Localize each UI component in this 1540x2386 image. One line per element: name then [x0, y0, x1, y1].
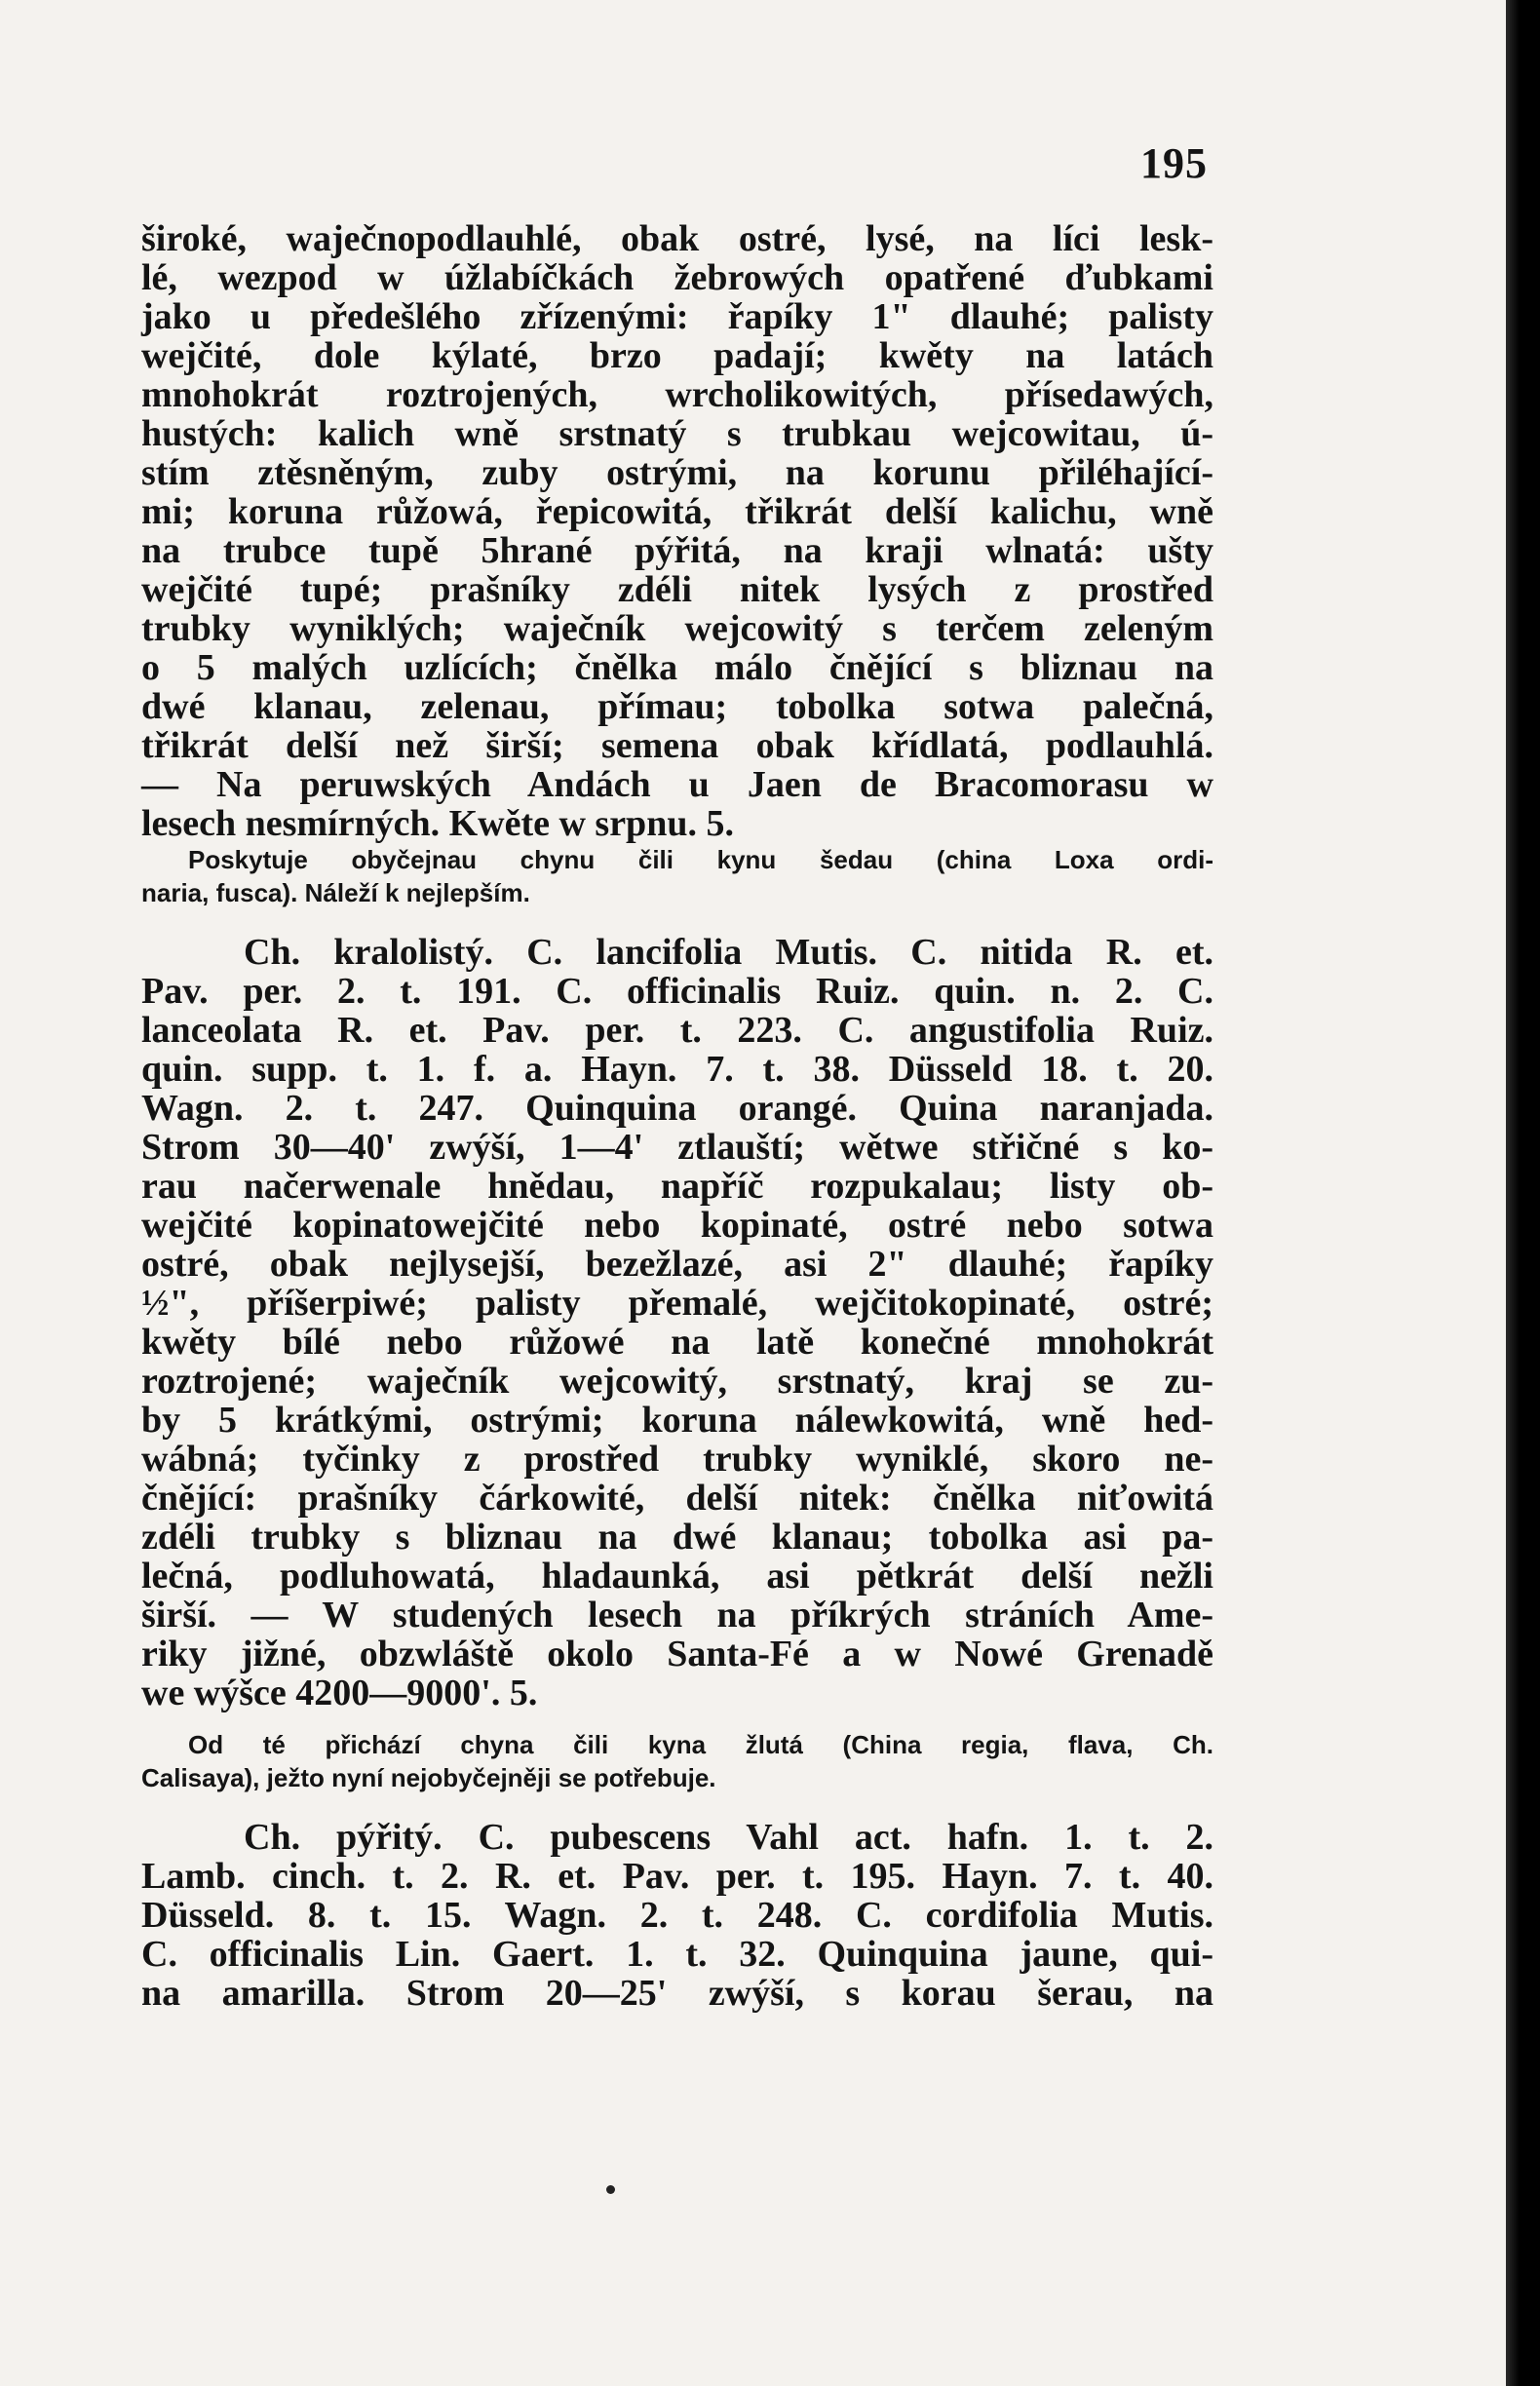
text-line: na trubce tupě 5hrané pýřitá, na kraji wlnatá: ušty: [141, 530, 1213, 571]
note-1: [141, 843, 1213, 909]
text-line: stím ztěsněným, zuby ostrými, na korunu přiléhající-: [141, 452, 1213, 493]
text-line: wábná; tyčinky z prostřed trubky wyniklé, skoro ne-: [141, 1439, 1213, 1480]
speck-mark: [606, 2185, 615, 2194]
text-line: Düsseld. 8. t. 15. Wagn. 2. t. 248. C. cordifolia Mutis.: [141, 1895, 1213, 1936]
paragraph-1: [141, 219, 1213, 843]
text-line: široké, waječnopodlauhlé, obak ostré, lysé, na líci lesk-: [141, 218, 1213, 259]
text-line: trubky wyniklých; waječník wejcowitý s terčem zeleným: [141, 608, 1213, 649]
text-line: mnohokrát roztrojených, wrcholikowitých, přísedawých,: [141, 374, 1213, 415]
text-line: by 5 krátkými, ostrými; koruna nálewkowitá, wně hed-: [141, 1400, 1213, 1441]
text-line: dwé klanau, zelenau, přímau; tobolka sotwa palečná,: [141, 686, 1213, 727]
text-line: ostré, obak nejlysejší, bezežlazé, asi 2" dlauhé; řapíky: [141, 1244, 1213, 1285]
text-line: riky jižné, obzwláště okolo Santa-Fé a w Nowé Grenadě: [141, 1634, 1213, 1674]
text-line: lanceolata R. et. Pav. per. t. 223. C. angustifolia Ruiz.: [141, 1010, 1213, 1051]
note-line: Calisaya), ježto nyní nejobyčejněji se potřebuje.: [141, 1763, 716, 1792]
text-line: rau načerwenale hnědau, napříč rozpukalau; listy ob-: [141, 1166, 1213, 1207]
text-line: na amarilla. Strom 20—25' zwýší, s korau šerau, na: [141, 1973, 1213, 2014]
text-line: Wagn. 2. t. 247. Quinquina orangé. Quina naranjada.: [141, 1088, 1213, 1129]
page-edge-shadow: [1506, 0, 1540, 2386]
text-line: quin. supp. t. 1. f. a. Hayn. 7. t. 38. Düsseld 18. t. 20.: [141, 1049, 1213, 1090]
text-line: čnějící: prašníky čárkowité, delší nitek: čnělka niťowitá: [141, 1478, 1213, 1519]
text-line: jako u předešlého zřízenými: řapíky 1" dlauhé; palisty: [141, 296, 1213, 337]
text-line: wejčité, dole kýlaté, brzo padají; kwěty na latách: [141, 335, 1213, 376]
text-line: Strom 30—40' zwýší, 1—4' ztlauští; wětwe střičné s ko-: [141, 1127, 1213, 1168]
text-line: wejčité kopinatowejčité nebo kopinaté, ostré nebo sotwa: [141, 1205, 1213, 1246]
paragraph-3: [141, 1818, 1213, 2013]
text-line: zdéli trubky s bliznau na dwé klanau; tobolka asi pa-: [141, 1517, 1213, 1558]
text-line: we wýšce 4200—9000'. 5.: [141, 1673, 538, 1713]
note-line: Poskytuje obyčejnau chynu čili kynu šedau (china Loxa ordi-: [188, 845, 1213, 874]
paragraph-2: [141, 933, 1213, 1713]
text-line: — Na peruwských Andách u Jaen de Bracomorasu w: [141, 764, 1213, 805]
text-line: mi; koruna růžowá, řepicowitá, třikrát delší kalichu, wně: [141, 491, 1213, 532]
text-block: [141, 219, 1213, 2013]
text-line: Ch. kralolistý. C. lancifolia Mutis. C. nitida R. et.: [244, 932, 1213, 973]
text-line: Ch. pýřitý. C. pubescens Vahl act. hafn. 1. t. 2.: [244, 1817, 1213, 1858]
text-line: Lamb. cinch. t. 2. R. et. Pav. per. t. 195. Hayn. 7. t. 40.: [141, 1856, 1213, 1897]
note-2: [141, 1728, 1213, 1794]
text-line: hustých: kalich wně srstnatý s trubkau wejcowitau, ú-: [141, 413, 1213, 454]
text-line: Pav. per. 2. t. 191. C. officinalis Ruiz. quin. n. 2. C.: [141, 971, 1213, 1012]
note-line: naria, fusca). Náleží k nejlepším.: [141, 878, 530, 907]
text-line: lesech nesmírných. Kwěte w srpnu. 5.: [141, 803, 734, 844]
note-line: Od té přichází chyna čili kyna žlutá (China regia, flava, Ch.: [188, 1730, 1213, 1759]
text-line: o 5 malých uzlících; čnělka málo čnějící s bliznau na: [141, 647, 1213, 688]
text-line: lečná, podluhowatá, hladaunká, asi pětkrát delší nežli: [141, 1556, 1213, 1597]
page-number: 195: [1140, 139, 1208, 187]
text-line: lé, wezpod w úžlabíčkách žebrowých opatřené ďubkami: [141, 257, 1213, 298]
text-line: širší. — W studených lesech na příkrých stráních Ame-: [141, 1595, 1213, 1636]
text-line: ½", příšerpiwé; palisty přemalé, wejčitokopinaté, ostré;: [141, 1283, 1213, 1324]
text-line: kwěty bílé nebo růžowé na latě konečné mnohokrát: [141, 1322, 1213, 1363]
text-line: C. officinalis Lin. Gaert. 1. t. 32. Quinquina jaune, qui-: [141, 1934, 1213, 1975]
text-line: wejčité tupé; prašníky zdéli nitek lysých z prostřed: [141, 569, 1213, 610]
text-line: roztrojené; waječník wejcowitý, srstnatý, kraj se zu-: [141, 1361, 1213, 1402]
text-line: třikrát delší než širší; semena obak křídlatá, podlauhlá.: [141, 725, 1213, 766]
